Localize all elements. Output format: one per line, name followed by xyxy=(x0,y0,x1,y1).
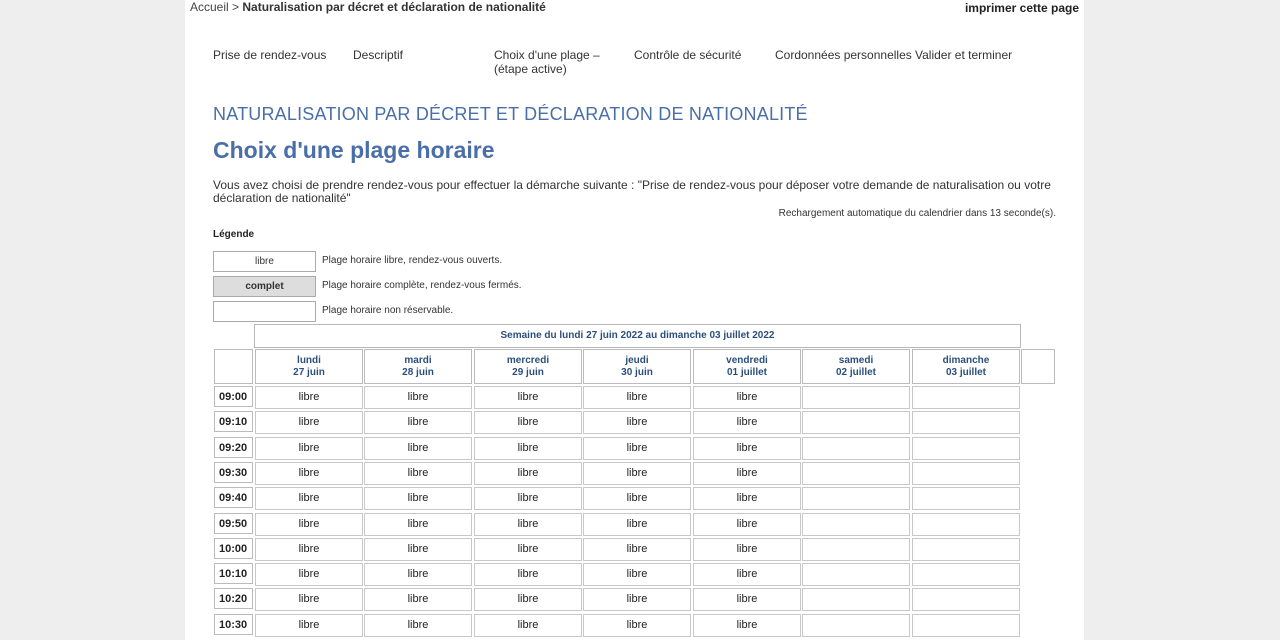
time-label: 09:10 xyxy=(214,411,253,432)
slot-unavailable xyxy=(912,487,1020,510)
time-label: 09:20 xyxy=(214,437,253,458)
step-4: Contrôle de sécurité xyxy=(634,48,742,62)
breadcrumb-current: Naturalisation par décret et déclaration de nationalité xyxy=(242,0,546,14)
legend-text-free: Plage horaire libre, rendez-vous ouverts. xyxy=(322,255,503,266)
slot-free[interactable]: libre xyxy=(583,487,691,510)
slot-free[interactable]: libre xyxy=(255,563,363,586)
slot-free[interactable]: libre xyxy=(474,513,582,536)
day-name: jeudi xyxy=(625,355,649,366)
slot-unavailable xyxy=(912,513,1020,536)
calendar-week-header: Semaine du lundi 27 juin 2022 au dimanche 03 juillet 2022 xyxy=(254,324,1021,348)
slot-unavailable xyxy=(912,411,1020,434)
print-page-link[interactable]: imprimer cette page xyxy=(964,1,1079,15)
reload-countdown: Rechargement automatique du calendrier dans 13 seconde(s). xyxy=(778,208,1056,219)
slot-free[interactable]: libre xyxy=(583,538,691,561)
calendar-corner-right-cell xyxy=(1021,349,1055,384)
slot-free[interactable]: libre xyxy=(364,437,472,460)
slot-free[interactable]: libre xyxy=(693,538,801,561)
day-date: 02 juillet xyxy=(835,367,876,378)
slot-unavailable xyxy=(802,563,910,586)
slot-unavailable xyxy=(912,614,1020,637)
slot-free[interactable]: libre xyxy=(364,487,472,510)
day-header-dimanche xyxy=(912,349,1020,384)
day-name: mercredi xyxy=(506,355,550,366)
slot-unavailable xyxy=(802,437,910,460)
slot-free[interactable]: libre xyxy=(364,563,472,586)
slot-free[interactable]: libre xyxy=(474,437,582,460)
slot-unavailable xyxy=(802,588,910,611)
slot-unavailable xyxy=(912,588,1020,611)
day-name: mardi xyxy=(404,355,432,366)
slot-unavailable xyxy=(802,386,910,409)
legend-text-unavailable: Plage horaire non réservable. xyxy=(322,305,454,316)
calendar-corner-cell xyxy=(214,349,253,384)
day-name: dimanche xyxy=(942,355,990,366)
slot-unavailable xyxy=(802,411,910,434)
slot-free[interactable]: libre xyxy=(255,411,363,434)
slot-free[interactable]: libre xyxy=(364,513,472,536)
slot-free[interactable]: libre xyxy=(693,462,801,485)
slot-free[interactable]: libre xyxy=(255,588,363,611)
slot-free[interactable]: libre xyxy=(364,614,472,637)
slot-unavailable xyxy=(802,538,910,561)
slot-unavailable xyxy=(912,437,1020,460)
slot-unavailable xyxy=(912,563,1020,586)
slot-free[interactable]: libre xyxy=(693,563,801,586)
slot-free[interactable]: libre xyxy=(693,487,801,510)
day-header-lundi xyxy=(255,349,363,384)
slot-free[interactable]: libre xyxy=(693,588,801,611)
day-date: 30 juin xyxy=(621,367,653,378)
slot-free[interactable]: libre xyxy=(474,588,582,611)
slot-free[interactable]: libre xyxy=(474,386,582,409)
slot-free[interactable]: libre xyxy=(583,462,691,485)
slot-free[interactable]: libre xyxy=(255,386,363,409)
legend-box-free: libre xyxy=(213,251,316,272)
slot-free[interactable]: libre xyxy=(474,563,582,586)
slot-free[interactable]: libre xyxy=(693,614,801,637)
time-label: 10:00 xyxy=(214,538,253,559)
time-label: 09:40 xyxy=(214,487,253,508)
slot-free[interactable]: libre xyxy=(255,513,363,536)
legend-title: Légende xyxy=(213,229,255,240)
slot-free[interactable]: libre xyxy=(583,437,691,460)
day-header-samedi xyxy=(802,349,910,384)
slot-free[interactable]: libre xyxy=(255,538,363,561)
time-label: 09:30 xyxy=(214,462,253,483)
time-label: 10:30 xyxy=(214,614,253,635)
slot-free[interactable]: libre xyxy=(693,386,801,409)
slot-free[interactable]: libre xyxy=(474,411,582,434)
slot-free[interactable]: libre xyxy=(583,411,691,434)
slot-free[interactable]: libre xyxy=(255,462,363,485)
slot-free[interactable]: libre xyxy=(583,513,691,536)
day-header-jeudi xyxy=(583,349,691,384)
intro-text: Vous avez choisi de prendre rendez-vous pour effectuer la démarche suivante : "Prise de rendez-vous pour déposer votre demande de naturalisation ou votre déclaration de nationalité" xyxy=(213,178,1051,205)
slot-free[interactable]: libre xyxy=(693,411,801,434)
legend-box-unavailable xyxy=(213,301,316,322)
time-label: 10:20 xyxy=(214,588,253,609)
step-5: Cordonnées personnelles xyxy=(775,48,912,62)
slot-free[interactable]: libre xyxy=(693,437,801,460)
legend-text-full: Plage horaire complète, rendez-vous fermés. xyxy=(322,280,522,291)
slot-free[interactable]: libre xyxy=(474,487,582,510)
day-name: samedi xyxy=(838,355,874,366)
slot-free[interactable]: libre xyxy=(364,411,472,434)
day-date: 27 juin xyxy=(293,367,325,378)
section-title: NATURALISATION PAR DÉCRET ET DÉCLARATION DE NATIONALITÉ xyxy=(213,104,808,124)
day-header-vendredi xyxy=(693,349,801,384)
slot-free[interactable]: libre xyxy=(474,614,582,637)
page-title: Choix d'une plage horaire xyxy=(213,137,495,163)
slot-free[interactable]: libre xyxy=(255,487,363,510)
legend-box-full: complet xyxy=(213,276,316,297)
slot-free[interactable]: libre xyxy=(255,437,363,460)
step-6: Valider et terminer xyxy=(915,48,1013,62)
day-date: 28 juin xyxy=(402,367,434,378)
time-label: 10:10 xyxy=(214,563,253,584)
slot-free[interactable]: libre xyxy=(583,588,691,611)
day-name: lundi xyxy=(297,355,321,366)
day-name: vendredi xyxy=(726,355,768,366)
step-1: Prise de rendez-vous xyxy=(213,48,327,62)
slot-free[interactable]: libre xyxy=(583,614,691,637)
step-3-active: Choix d'une plage – (étape active) xyxy=(494,48,600,76)
breadcrumb-separator: > xyxy=(232,0,240,14)
slot-free[interactable]: libre xyxy=(364,462,472,485)
time-label: 09:00 xyxy=(214,386,253,407)
slot-free[interactable]: libre xyxy=(583,386,691,409)
slot-free[interactable]: libre xyxy=(255,614,363,637)
slot-unavailable xyxy=(912,462,1020,485)
time-label: 09:50 xyxy=(214,513,253,534)
day-date: 03 juillet xyxy=(945,367,986,378)
day-date: 01 juillet xyxy=(726,367,767,378)
slot-free[interactable]: libre xyxy=(693,513,801,536)
slot-unavailable xyxy=(802,487,910,510)
day-header-mercredi xyxy=(474,349,582,384)
slot-free[interactable]: libre xyxy=(583,563,691,586)
slot-unavailable xyxy=(912,386,1020,409)
step-2: Descriptif xyxy=(353,48,404,62)
slot-free[interactable]: libre xyxy=(364,538,472,561)
day-date: 29 juin xyxy=(512,367,544,378)
slot-unavailable xyxy=(802,614,910,637)
day-header-mardi xyxy=(364,349,472,384)
slot-free[interactable]: libre xyxy=(364,588,472,611)
slot-free[interactable]: libre xyxy=(474,462,582,485)
slot-unavailable xyxy=(802,462,910,485)
slot-free[interactable]: libre xyxy=(364,386,472,409)
breadcrumb-home-link[interactable]: Accueil xyxy=(190,0,229,14)
breadcrumb xyxy=(190,0,546,14)
slot-unavailable xyxy=(912,538,1020,561)
slot-unavailable xyxy=(802,513,910,536)
slot-free[interactable]: libre xyxy=(474,538,582,561)
